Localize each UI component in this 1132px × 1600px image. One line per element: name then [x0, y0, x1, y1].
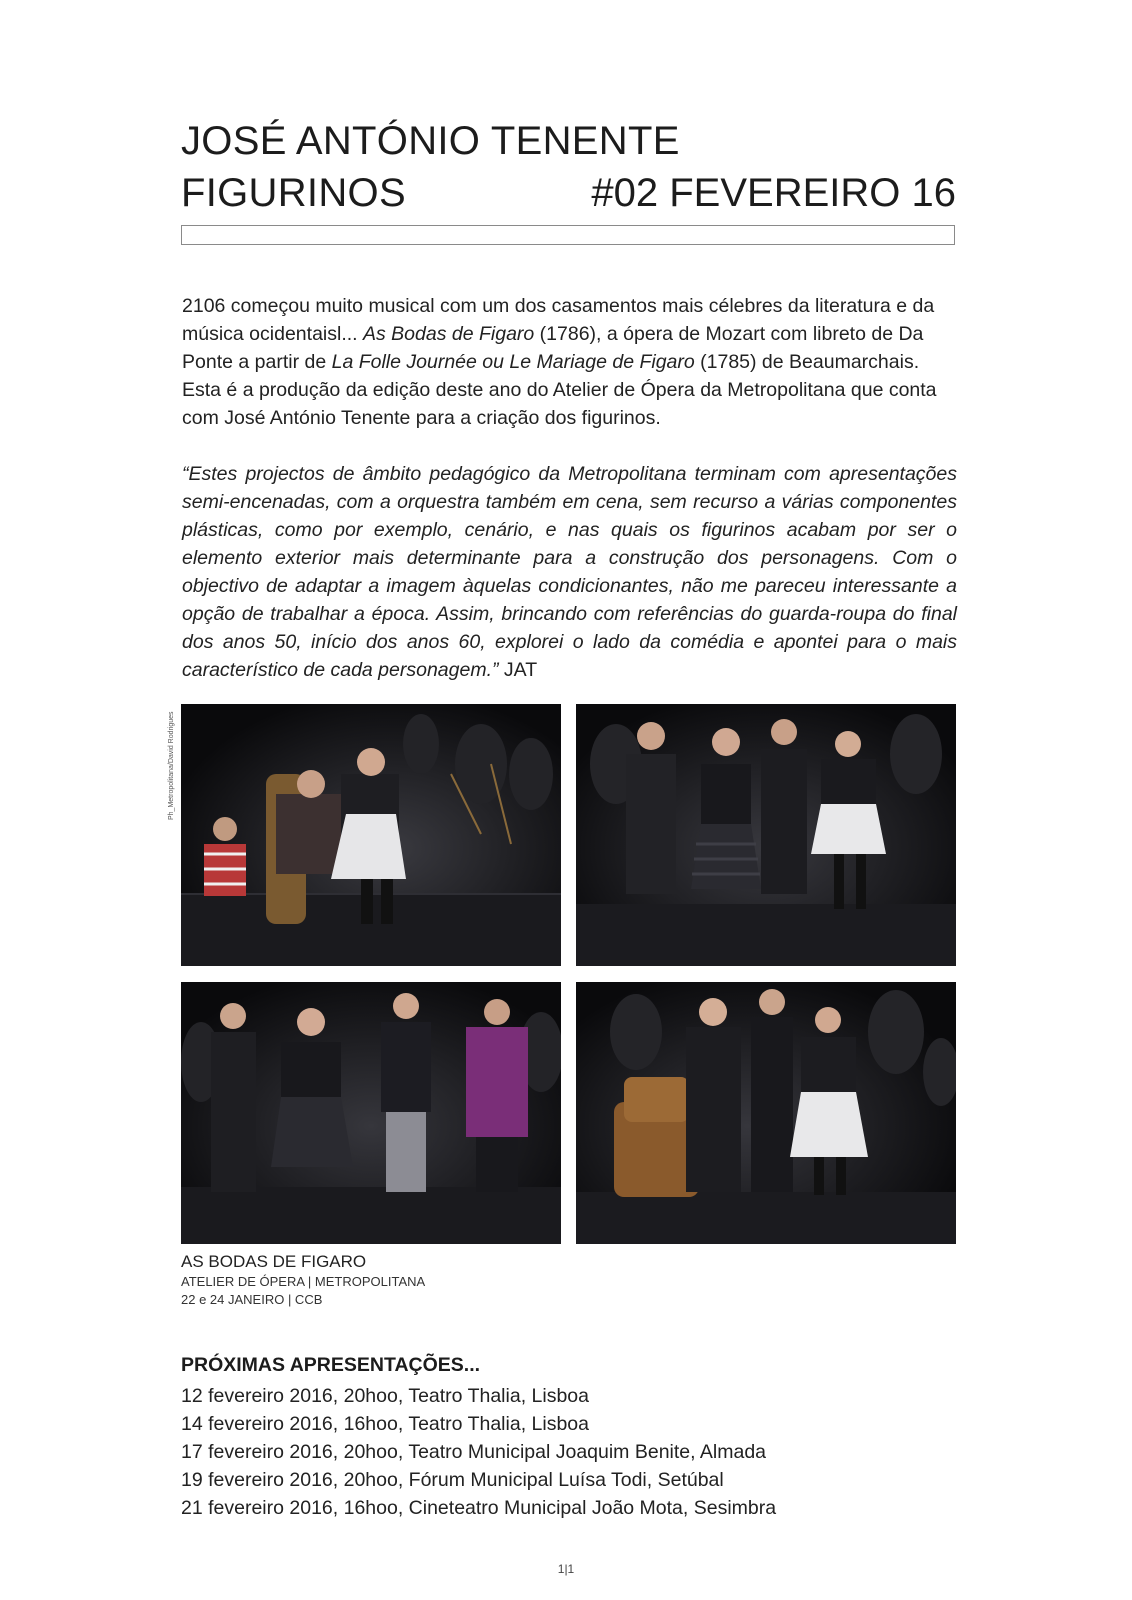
quote-signature: JAT — [498, 659, 538, 681]
intro-text-2: (1786), a ópera de Mozart com libreto de Da Ponte a partir de — [182, 323, 924, 373]
photo-credit: Ph_Metropolitana/David Rodrigues — [168, 711, 175, 820]
page-number: 1|1 — [557, 1562, 575, 1576]
designer-quote — [182, 460, 957, 684]
stage-photo-1 — [181, 704, 561, 966]
intro-title-bodas: As Bodas de Figaro — [363, 323, 535, 345]
upcoming-item: 12 fevereiro 2016, 20hoo, Teatro Thalia, Lisboa — [181, 1385, 589, 1407]
upcoming-list — [181, 1382, 776, 1522]
upcoming-heading: PRÓXIMAS APRESENTAÇÕES... — [181, 1354, 481, 1376]
header-name: JOSÉ ANTÓNIO TENENTE — [181, 119, 680, 163]
stage-photo-3 — [181, 982, 561, 1244]
header-rule-box — [181, 225, 955, 245]
caption-title: AS BODAS DE FIGARO — [181, 1252, 367, 1271]
stage-photo-2 — [576, 704, 956, 966]
intro-text-3: (1785) de Beaumarchais. Esta é a produção da edição deste ano do Atelier de Ópera da Metropolitana que conta com José António Tenente para a criação dos figurinos. — [182, 351, 937, 429]
header-section: FIGURINOS — [181, 171, 406, 215]
header-issue: #02 FEVEREIRO 16 — [591, 171, 956, 215]
intro-title-folle-journee: La Folle Journée ou Le Mariage de Figaro — [331, 351, 695, 373]
intro-paragraph — [182, 292, 957, 432]
upcoming-item: 17 fevereiro 2016, 20hoo, Teatro Municipal Joaquim Benite, Almada — [181, 1441, 767, 1463]
quote-text: “Estes projectos de âmbito pedagógico da Metropolitana terminam com apresentações semi-encenadas, com a orquestra também em cena, sem recurso a várias componentes plásticas, como por exemplo, cenário, e nas quais os figurinos acabam por ser o elemento exterior mais determinante para a construção dos personagens. Com o objectivo de adaptar a imagem àquelas condicionantes, não me pareceu interessante a opção de trabalhar a época. Assim, brincando com referências do guarda-roupa do final dos anos 50, início dos anos 60, explorei o lado da comédia e apontei para o mais característico de cada personagem.” — [182, 463, 957, 681]
upcoming-item: 19 fevereiro 2016, 20hoo, Fórum Municipal Luísa Todi, Setúbal — [181, 1469, 724, 1491]
stage-photo-4 — [576, 982, 956, 1244]
intro-text-1: 2106 começou muito musical com um dos casamentos mais célebres da literatura e da música ocidentaisl... — [182, 295, 935, 345]
caption-subtitle: ATELIER DE ÓPERA | METROPOLITANA — [181, 1274, 426, 1289]
upcoming-item: 21 fevereiro 2016, 16hoo, Cineteatro Municipal João Mota, Sesimbra — [181, 1497, 777, 1519]
caption-dates: 22 e 24 JANEIRO | CCB — [181, 1292, 323, 1307]
upcoming-item: 14 fevereiro 2016, 16hoo, Teatro Thalia, Lisboa — [181, 1413, 589, 1435]
